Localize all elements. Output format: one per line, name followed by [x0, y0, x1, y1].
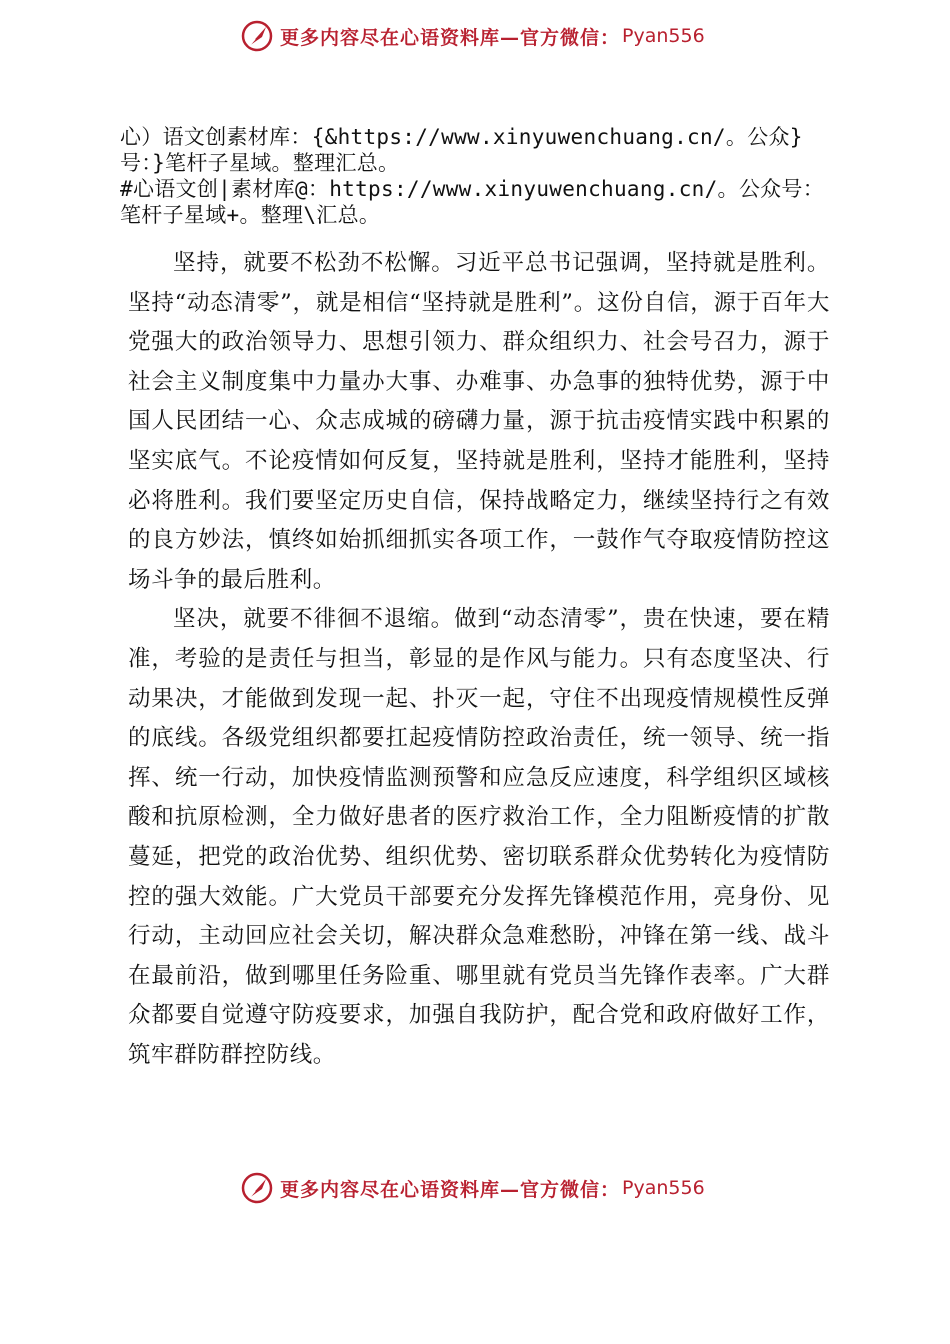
bottom-banner — [240, 1168, 760, 1208]
quill-logo-icon — [240, 1171, 274, 1205]
source-line: 号：}笔杆子星域。整理汇总。 — [120, 151, 400, 175]
paragraph-persistence: 坚持，就要不松劲不松懈。习近平总书记强调，坚持就是胜利。坚持“动态清零”，就是相信“坚持就是胜利”。这份自信，源于百年大党强大的政治领导力、思想引领力、群众组织力、社会号召力，源于社会主义制度集中力量办大事、办难事、办急事的独特优势，源于中国人民团结一心、众志成城的磅礴力量，源于抗击疫情实践中积累的坚实底气。不论疫情如何反复，坚持就是胜利，坚持才能胜利，坚持必将胜利。我们要坚定历史自信，保持战略定力，继续坚持行之有效的良方妙法，慎终如始抓细抓实各项工作，一鼓作气夺取疫情防控这场斗争的最后胜利。 — [128, 250, 830, 593]
source-line: 心）语文创素材库：{&https://www.xinyuwenchuang.cn/。公众} — [120, 125, 803, 149]
source-notice — [120, 124, 880, 228]
banner-text: 更多内容尽在心语资料库—官方微信： — [280, 1178, 621, 1201]
banner-wechat-id: Pyan556 — [622, 1177, 705, 1199]
quill-logo-icon — [240, 19, 274, 53]
top-banner — [240, 16, 760, 56]
banner-text: 更多内容尽在心语资料库—官方微信： — [280, 26, 621, 49]
banner-wechat-id: Pyan556 — [622, 25, 705, 47]
article-body — [128, 244, 830, 1075]
source-line: 笔杆子星域+。整理\汇总。 — [120, 203, 381, 227]
paragraph-resolve: 坚决，就要不徘徊不退缩。做到“动态清零”，贵在快速，要在精准，考验的是责任与担当，彰显的是作风与能力。只有态度坚决、行动果决，才能做到发现一起、扑灭一起，守住不出现疫情规模性反弹的底线。各级党组织都要扛起疫情防控政治责任，统一领导、统一指挥、统一行动，加快疫情监测预警和应急反应速度，科学组织区域核酸和抗原检测，全力做好患者的医疗救治工作，全力阻断疫情的扩散蔓延，把党的政治优势、组织优势、密切联系群众优势转化为疫情防控的强大效能。广大党员干部要充分发挥先锋模范作用，亮身份、见行动，主动回应社会关切，解决群众急难愁盼，冲锋在第一线、战斗在最前沿，做到哪里任务险重、哪里就有党员当先锋作表率。广大群众都要自觉遵守防疫要求，加强自我防护，配合党和政府做好工作，筑牢群防群控防线。 — [128, 606, 830, 1068]
source-line: #心语文创|素材库@：https://www.xinyuwenchuang.cn/。公众号： — [120, 177, 825, 201]
